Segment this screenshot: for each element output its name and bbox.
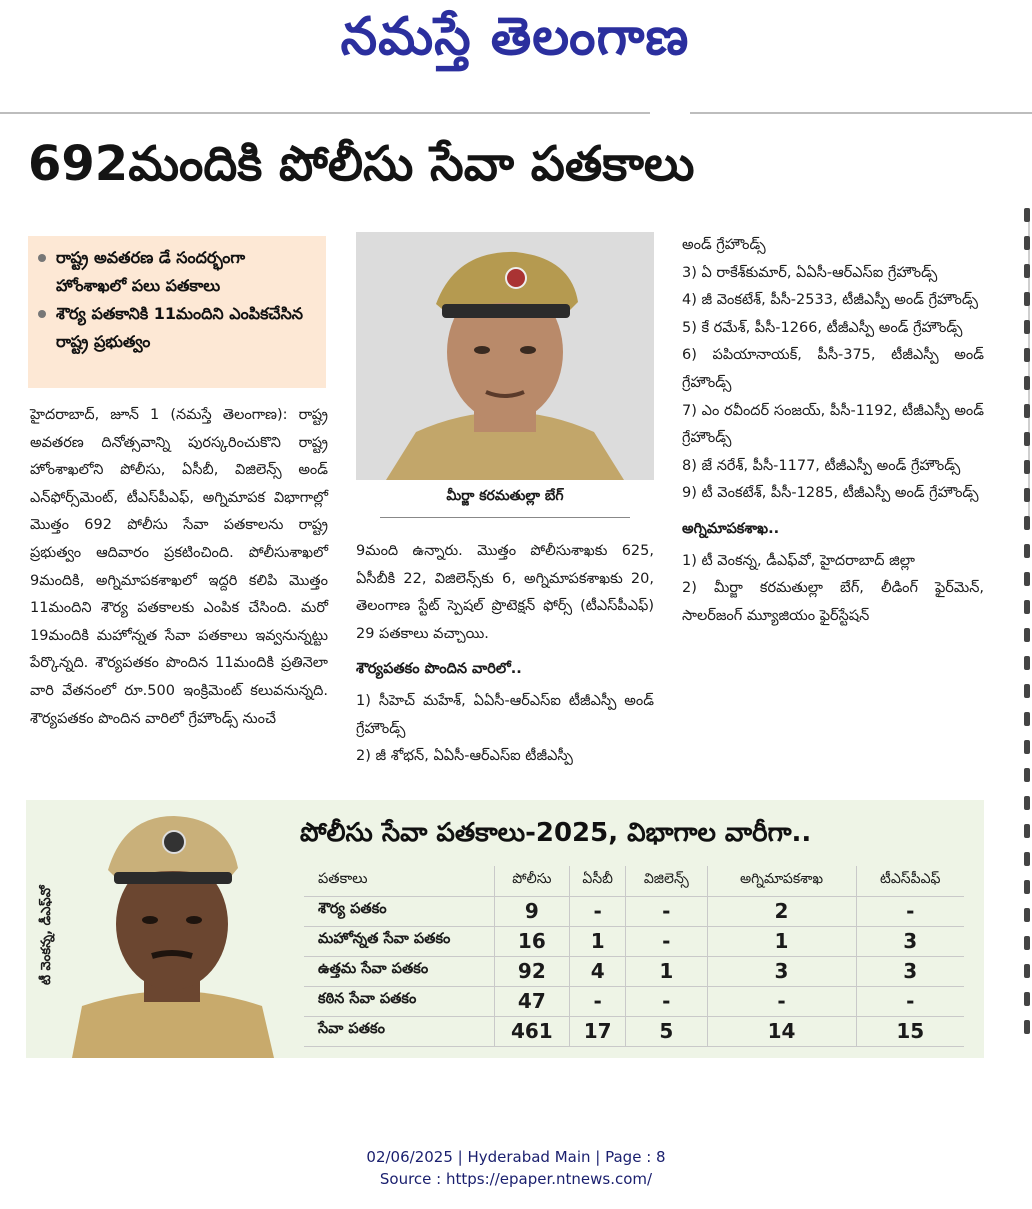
highlight-text: రాష్ట్ర అవతరణ డే సందర్భంగా హోంశాఖలో పలు పతకాలు bbox=[56, 248, 246, 295]
table-row bbox=[304, 926, 964, 956]
footer-edition-info: 02/06/2025 | Hyderabad Main | Page : 8 bbox=[366, 1148, 666, 1166]
table-cell: కఠిన సేవా పతకం bbox=[304, 986, 494, 1016]
highlight-item bbox=[38, 300, 316, 356]
bullet-icon bbox=[38, 254, 46, 262]
table-cell: - bbox=[626, 896, 707, 926]
table-cell: 47 bbox=[494, 986, 570, 1016]
footer-source[interactable]: Source : https://epaper.ntnews.com/ bbox=[379, 1170, 653, 1188]
masthead-logo: నమస్తే తెలంగాణ bbox=[340, 6, 690, 67]
table-header-row bbox=[304, 866, 964, 896]
photo-caption-vertical: టీ వెంకన్న, డీఎఫ్‌వో bbox=[39, 885, 54, 985]
list-item: 7) ఎం రవీందర్ సంజయ్, పీసీ-1192, టీజీఎస్పీ అండ్ గ్రేహౌండ్స్ bbox=[682, 402, 984, 447]
list-item: 8) జే నరేశ్, పీసీ-1177, టీజీఎస్పీ అండ్ గ్రేహౌండ్స్ bbox=[682, 457, 961, 474]
table-row bbox=[304, 956, 964, 986]
table-cell: - bbox=[856, 986, 964, 1016]
article-column-2 bbox=[356, 538, 654, 771]
gallantry-subheading: శౌర్యపతకం పొందిన వారిలో.. bbox=[356, 661, 522, 678]
table-header-cell: టీఎస్‌పీఎఫ్ bbox=[856, 866, 964, 896]
table-cell: 4 bbox=[570, 956, 626, 986]
table-row bbox=[304, 986, 964, 1016]
officer-portrait-icon bbox=[356, 232, 654, 480]
table-header-cell: ఏసీబీ bbox=[570, 866, 626, 896]
table-title: పోలీసు సేవా పతకాలు-2025, విభాగాల వారీగా.. bbox=[300, 818, 812, 848]
highlights-box bbox=[28, 236, 326, 388]
portrait-photo-venkanna bbox=[52, 806, 292, 1058]
medals-table bbox=[304, 866, 964, 1047]
table-cell: సేవా పతకం bbox=[304, 1016, 494, 1046]
headline: 692మందికి పోలీసు సేవా పతకాలు bbox=[28, 136, 695, 192]
masthead-divider bbox=[0, 112, 650, 114]
article-column-3 bbox=[682, 232, 984, 630]
table-cell: 1 bbox=[626, 956, 707, 986]
list-item: 1) సీహెచ్ మహేశ్, ఏఏసీ-ఆర్‌ఎస్‌ఐ టీజీఎస్పీ అండ్ గ్రేహౌండ్స్ bbox=[356, 692, 654, 737]
portrait-photo-mirza bbox=[356, 232, 654, 480]
table-cell: 92 bbox=[494, 956, 570, 986]
table-row bbox=[304, 1016, 964, 1046]
table-cell: - bbox=[707, 986, 856, 1016]
table-cell: - bbox=[570, 896, 626, 926]
table-cell: 1 bbox=[707, 926, 856, 956]
table-cell: 16 bbox=[494, 926, 570, 956]
list-item: 4) జీ వెంకటేశ్, పీసీ-2533, టీజీఎస్పీ అండ్ గ్రేహౌండ్స్ bbox=[682, 292, 978, 309]
table-cell: 15 bbox=[856, 1016, 964, 1046]
table-cell: 17 bbox=[570, 1016, 626, 1046]
list-item: 5) కే రమేశ్, పీసీ-1266, టీజీఎస్పీ అండ్ గ్రేహౌండ్స్ bbox=[682, 319, 963, 336]
list-item: 2) మీర్జా కరమతుల్లా బేగ్, లీడింగ్ ఫైర్‌మెన్, సాలర్‌జంగ్ మ్యూజియం ఫైర్‌స్టేషన్ bbox=[682, 580, 984, 624]
table-cell: 461 bbox=[494, 1016, 570, 1046]
list-item: 3) ఏ రాకేశ్‌కుమార్, ఏఏసీ-ఆర్‌ఎస్‌ఐ గ్రేహౌండ్స్ bbox=[682, 264, 938, 281]
table-cell: ఉత్తమ సేవా పతకం bbox=[304, 956, 494, 986]
table-cell: 3 bbox=[707, 956, 856, 986]
table-cell: - bbox=[626, 926, 707, 956]
table-cell: 1 bbox=[570, 926, 626, 956]
list-item: 1) టీ వెంకన్న, డీఎఫ్‌వో, హైదరాబాద్ జిల్లా bbox=[682, 552, 915, 569]
table-cell: 3 bbox=[856, 956, 964, 986]
table-row bbox=[304, 896, 964, 926]
highlight-text: శౌర్య పతకానికి 11మందిని ఎంపికచేసిన రాష్ట్ర ప్రభుత్వం bbox=[56, 304, 304, 351]
table-cell: - bbox=[626, 986, 707, 1016]
highlight-item bbox=[38, 244, 316, 300]
list-item: 9) టీ వెంకటేశ్, పీసీ-1285, టీజీఎస్పీ అండ్ గ్రేహౌండ్స్ bbox=[682, 485, 979, 502]
table-cell: - bbox=[570, 986, 626, 1016]
table-cell: 14 bbox=[707, 1016, 856, 1046]
table-cell: 9 bbox=[494, 896, 570, 926]
table-cell: శౌర్య పతకం bbox=[304, 896, 494, 926]
masthead-divider-right bbox=[690, 112, 1032, 114]
table-header-cell: విజిలెన్స్ bbox=[626, 866, 707, 896]
list-item: 2) జీ శోభన్, ఏఏసీ-ఆర్‌ఎస్‌ఐ టీజీఎస్పీ bbox=[356, 748, 573, 765]
article-paragraph: హైదరాబాద్, జూన్ 1 (నమస్తే తెలంగాణ): రాష్ట్ర అవతరణ దినోత్సవాన్ని పురస్కరించుకొని రాష్ట్ర హోంశాఖలోని పోలీసు, ఏసీబీ, విజిలెన్స్ అండ్ ఎన్‌ఫోర్స్‌మెంట్, టీఎస్‌పీఎఫ్, అగ్నిమాపక విభాగాల్లో మొత్తం 692 పోలీసు సేవా పతకాలను రాష్ట్ర ప్రభుత్వం ఆదివారం ప్రకటించింది. పోలీసుశాఖలో 9మందికి, అగ్నిమాపకశాఖలో ఇద్దరి కలిపి మొత్తం 11మందిని శౌర్య పతకాలకు ఎంపిక చేసింది. మరో 19మందికి మహోన్నత సేవా పతకాలు ఇవ్వనున్నట్టు పేర్కొన్నది. శౌర్యపతకం పొందిన 11మందికి ప్రతినెలా వారి వేతనంలో రూ.500 ఇంక్రిమెంట్ కలువనున్నది. శౌర్యపతకం పొందిన వారిలో గ్రేహౌండ్స్ నుంచే bbox=[30, 407, 328, 727]
list-item: 6) పపియానాయక్, పీసీ-375, టీజీఎస్పీ అండ్ గ్రేహౌండ్స్ bbox=[682, 347, 984, 391]
table-cell: - bbox=[856, 896, 964, 926]
table-cell: 3 bbox=[856, 926, 964, 956]
table-header-cell: పోలీసు bbox=[494, 866, 570, 896]
list-item: అండ్ గ్రేహౌండ్స్ bbox=[682, 237, 766, 253]
fire-subheading: అగ్నిమాపకశాఖ.. bbox=[682, 520, 780, 537]
officer-portrait-icon bbox=[52, 806, 292, 1058]
table-cell: 2 bbox=[707, 896, 856, 926]
bullet-icon bbox=[38, 310, 46, 318]
table-cell: 5 bbox=[626, 1016, 707, 1046]
table-cell: మహోన్నత సేవా పతకం bbox=[304, 926, 494, 956]
table-header-cell: అగ్నిమాపకశాఖ bbox=[707, 866, 856, 896]
article-column-1 bbox=[30, 402, 328, 733]
table-header-cell: పతకాలు bbox=[304, 866, 494, 896]
adjacent-column-fragment bbox=[1022, 208, 1032, 1078]
photo-caption: మీర్జా కరమతుల్లా బేగ్ bbox=[380, 488, 630, 518]
article-paragraph: 9మంది ఉన్నారు. మొత్తం పోలీసుశాఖకు 625, ఏసీబీకి 22, విజిలెన్స్‌కు 6, అగ్నిమాపకశాఖకు 20, తెలంగాణ స్టేట్ స్పెషల్ ప్రొటెక్షన్ ఫోర్స్ (టీఎస్‌పీఎఫ్) 29 పతకాలు వచ్చాయి. bbox=[356, 543, 654, 642]
